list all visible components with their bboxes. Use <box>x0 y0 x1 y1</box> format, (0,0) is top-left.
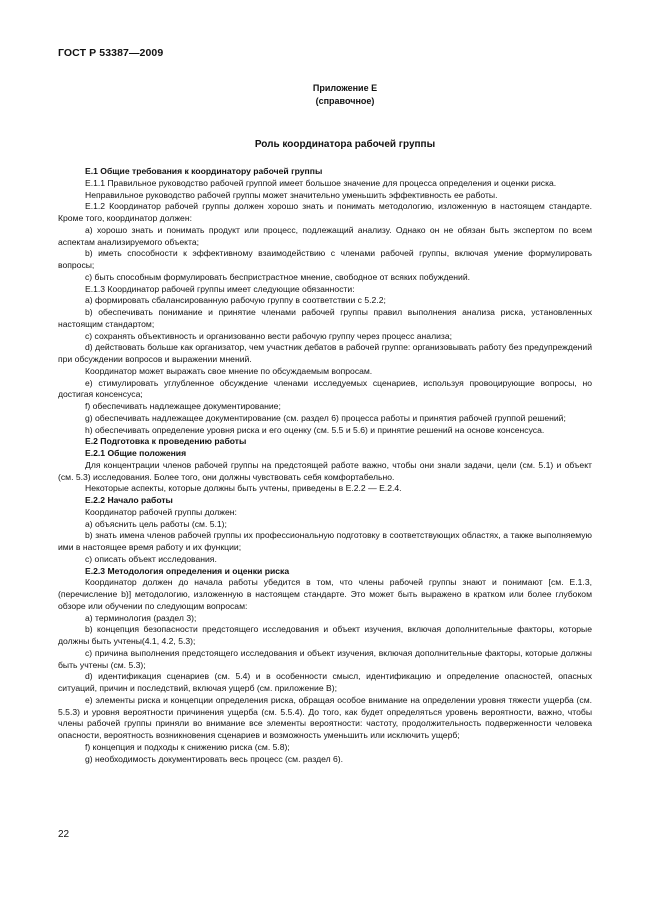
paragraph: Для концентрации членов рабочей группы на предстоящей работе важно, чтобы они знали задачи, цели (см. 5.1) и объект (см. 5.3) исследования. Более того, они должны чувствовать себя комфортабельно. <box>58 459 592 482</box>
paragraph: d) действовать больше как организатор, чем участник дебатов в рабочей группе: организовывать работу без предупреждений при обсуждении вопросов и выражении мнений. <box>58 342 592 364</box>
page-number: 22 <box>58 829 70 840</box>
paragraph: c) быть способным формулировать беспристрастное мнение, свободное от всяких побуждений. <box>85 271 471 282</box>
paragraph: a) формировать сбалансированную рабочую группу в соответствии с 5.2.2; <box>85 295 386 306</box>
paragraph: Координатор может выражать свое мнение по обсуждаемым вопросам. <box>85 365 373 376</box>
paragraph: a) объяснить цель работы (см. 5.1); <box>85 518 227 529</box>
paragraph: c) сохранять объективность и организованно вести рабочую группу через процесс анализа; <box>85 330 453 341</box>
subsection-heading: Е.2 Подготовка к проведению работы <box>85 436 247 447</box>
paragraph: e) стимулировать углубленное обсуждение членами исследуемых сценариев, используя провоцирующие вопросы, но достигая консенсуса; <box>58 377 592 400</box>
appendix-title: Приложение Е <box>312 83 378 93</box>
paragraph: Координатор рабочей группы должен: <box>85 506 237 517</box>
paragraph: e) элементы риска и концепции определения риска, обращая особое внимание на определении уровня тяжести ущерба (см. 5.5.3) и уровня вероятности причинения ущерба (см. 5.5.4). До того, как будет определяться уровень вероятности, важно, чтобы члены рабочей группы приняли во внимание все элементы вероятности: частоту, продолжительность подверженности человека опасности, вероятность возникновения сценариев и возможность уменьшить или исключить ущерб; <box>58 694 592 740</box>
paragraph: b) знать имена членов рабочей группы их профессиональную подготовку в соответствующих областях, а также выполняемую ими в настоящее время работу и их функции; <box>58 530 592 552</box>
subsection-heading: Е.2.3 Методология определения и оценки риска <box>85 565 290 576</box>
paragraph: Некоторые аспекты, которые должны быть учтены, приведены в Е.2.2 — Е.2.4. <box>85 483 402 494</box>
paragraph: Е.1.2 Координатор рабочей группы должен хорошо знать и понимать методологию, изложенную в настоящем стандарте. Кроме того, координатор должен: <box>58 201 592 223</box>
paragraph: Координатор должен до начала работы убедится в том, что члены рабочей группы знают и понимают [см. Е.1.3, (перечисление b)] методологию, изложенную в настоящем стандарте. Это может быть выражено в кратком или более глубоком обзоре или обучении по следующим вопросам: <box>58 577 592 611</box>
paragraph: Е.1.1 Правильное руководство рабочей группой имеет большое значение для процесса определения и оценки риска. <box>85 177 557 188</box>
subsection-heading: Е.1 Общие требования к координатору рабочей группы <box>85 166 323 176</box>
paragraph: Неправильное руководство рабочей группы может значительно уменьшить эффективность ее работы. <box>85 189 498 200</box>
paragraph: f) обеспечивать надлежащее документирование; <box>85 401 281 411</box>
section-title: Роль координатора рабочей группы <box>254 139 436 150</box>
appendix-heading <box>0 82 646 108</box>
paragraph: b) обеспечивать понимание и принятие членами рабочей группы правил выполнения анализа риска, установленных настоящим стандартом; <box>58 307 592 329</box>
paragraph: g) необходимость документировать весь процесс (см. раздел 6). <box>85 753 344 764</box>
paragraph: a) терминология (раздел 3); <box>85 612 197 623</box>
paragraph: b) иметь способности к эффективному взаимодействию с членами рабочей группы, включая умение формулировать вопросы; <box>58 248 592 270</box>
paragraph: g) обеспечивать надлежащее документирование (см. раздел 6) процесса работы и принятия рабочей группой решений; <box>85 412 566 423</box>
paragraph: a) хорошо знать и понимать продукт или процесс, подлежащий анализу. Однако он не обязан быть экспертом по всем аспектам анализируемого объекта; <box>58 224 592 247</box>
body-text <box>58 166 592 765</box>
paragraph: c) описать объект исследования. <box>85 553 217 564</box>
paragraph: Е.1.3 Координатор рабочей группы имеет следующие обязанности: <box>85 283 355 294</box>
paragraph: h) обеспечивать определение уровня риска и его оценку (см. 5.5 и 5.6) и принятие решений на основе консенсуса. <box>85 424 545 435</box>
subsection-heading: Е.2.2 Начало работы <box>85 495 173 505</box>
paragraph: f) концепция и подходы к снижению риска (см. 5.8); <box>85 741 290 752</box>
appendix-subtitle: (справочное) <box>315 96 375 106</box>
paragraph: d) идентификация сценариев (см. 5.4) и в особенности смысл, идентификацию и определение опасностей, опасных ситуаций, причин и последствий, включая ущерб (см. приложение В); <box>58 671 592 693</box>
subsection-heading: Е.2.1 Общие положения <box>85 448 187 458</box>
paragraph: b) концепция безопасности предстоящего исследования и объект изучения, включая дополнительные факторы, которые должны быть учтены(4.1, 4.2, 5.3); <box>58 624 592 646</box>
paragraph: c) причина выполнения предстоящего исследования и объект изучения, включая дополнительные факторы, которые должны быть учтены (см. 5.3); <box>58 647 592 670</box>
document-code: ГОСТ Р 53387—2009 <box>58 47 164 59</box>
